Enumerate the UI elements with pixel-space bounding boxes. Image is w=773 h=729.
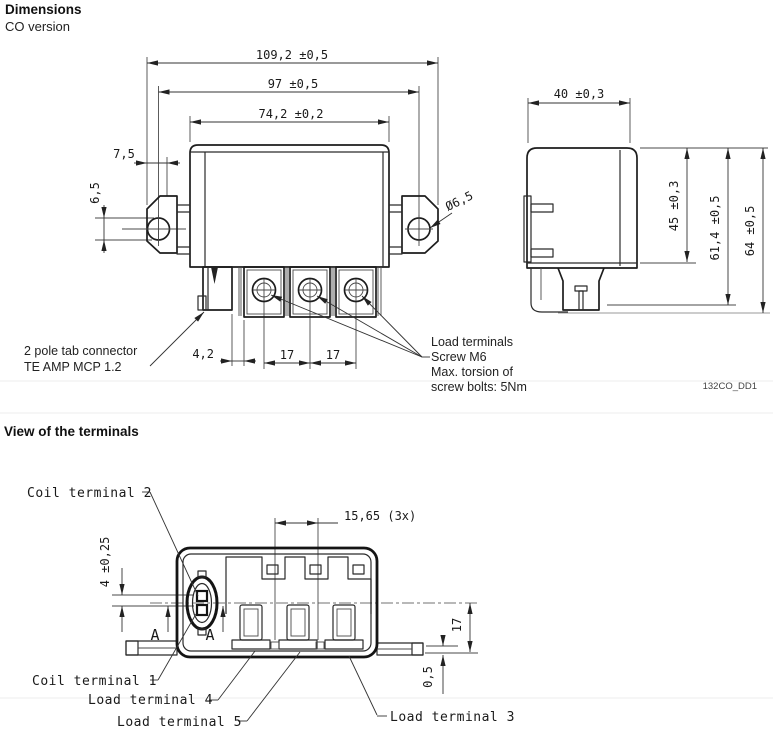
dim-base-offset: 0,5: [421, 666, 435, 688]
callout-load-line3: Max. torsion of: [431, 365, 513, 379]
label-coil-terminal-1: Coil terminal 1: [32, 674, 157, 689]
page-subtitle: CO version: [5, 19, 71, 34]
dim-hole-vertical: 6,5: [88, 182, 102, 204]
dim-slot-pitch: 15,65 (3x): [344, 509, 417, 523]
terminal-extension-lines: [112, 518, 478, 653]
label-coil-terminal-2: Coil terminal 2: [27, 486, 152, 501]
coil-pin-2: [197, 591, 207, 601]
dim-hole-spacing: 97 ±0,5: [267, 77, 319, 91]
screw-side-shaft: [579, 291, 583, 310]
terminal-view: [27, 486, 515, 729]
dim-height-terminals: 61,4 ±0,5: [708, 195, 722, 261]
terminal-block-side: [558, 268, 604, 310]
dim-connector-offset: 4,2: [192, 347, 214, 361]
load-slot-5: [279, 605, 317, 649]
side-view: [524, 87, 770, 313]
terminal-view-tabs: [126, 641, 423, 655]
mounting-tab-right: [389, 196, 438, 254]
callout-load-line2: Screw M6: [431, 350, 487, 364]
load-slot-3: [325, 605, 363, 649]
label-load-terminal-4: Load terminal 4: [88, 693, 213, 708]
terminals-section-title: View of the terminals: [4, 424, 139, 439]
relay-body-details: [190, 152, 389, 267]
front-view: [24, 48, 527, 394]
dim-tab-edge: 7,5: [113, 147, 135, 161]
coil-connector-front: [198, 267, 232, 310]
coil-pin-1: [197, 605, 207, 615]
section-marker-a-left: A: [150, 626, 160, 644]
terminal-leader-lines: [142, 492, 387, 721]
callout-connector-line2: TE AMP MCP 1.2: [24, 360, 122, 374]
dim-terminal-pitch-left: 17: [279, 348, 295, 362]
relay-body-outline: [190, 145, 389, 267]
connector-pin: [211, 267, 218, 284]
dim-depth: 40 ±0,3: [553, 87, 605, 101]
callout-load-line1: Load terminals: [431, 335, 513, 349]
callout-connector-line1: 2 pole tab connector: [24, 344, 138, 358]
dim-body-width: 74,2 ±0,2: [258, 107, 324, 121]
callout-load-line4: screw bolts: 5Nm: [431, 380, 527, 394]
dim-pin-spacing: 4 ±0,25: [98, 536, 112, 588]
dim-overall-width: 109,2 ±0,5: [255, 48, 329, 62]
screw-side-head: [575, 286, 587, 291]
mounting-bracket-side: [524, 196, 568, 312]
dim-hole-diameter: Ø6,5: [443, 188, 476, 214]
drawing-reference: 132CO_DD1: [702, 381, 757, 392]
label-load-terminal-3: Load terminal 3: [390, 710, 515, 725]
load-slot-4: [232, 605, 270, 649]
dim-total-height: 64 ±0,5: [743, 205, 757, 257]
mounting-tab-left: [145, 196, 190, 254]
section-marker-a-right: A: [205, 626, 215, 644]
load-slots: [232, 605, 363, 649]
page-title: Dimensions: [5, 2, 82, 17]
label-load-terminal-5: Load terminal 5: [117, 715, 242, 729]
dim-terminal-pitch-right: 17: [325, 348, 341, 362]
dim-cover-height: 45 ±0,3: [667, 180, 681, 232]
dim-terminal-height: 17: [450, 617, 464, 633]
side-extension-lines: [528, 98, 768, 305]
